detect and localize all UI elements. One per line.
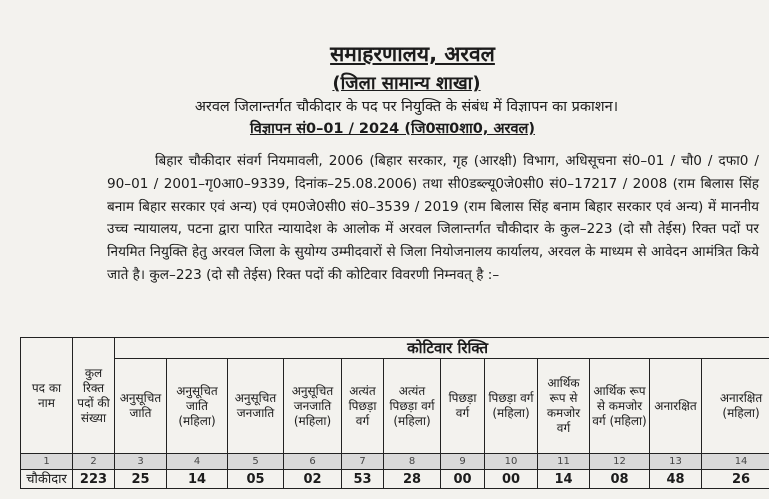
category-header: अनुसूचित जाति (महिला) (167, 359, 228, 454)
post-name: चौकीदार (21, 470, 73, 489)
column-number: 12 (590, 454, 650, 470)
branch-title: (जिला सामान्य शाखा) (332, 73, 481, 94)
vacancy-value: 00 (441, 470, 485, 489)
advertisement-number: विज्ञापन सं0–01 / 2024 (जि0सा0शा0, अरवल) (250, 121, 535, 137)
office-title: समाहरणालय, अरवल (330, 42, 495, 66)
vacancy-table (20, 337, 769, 489)
table-row (21, 470, 769, 489)
vacancy-value: 08 (590, 470, 650, 489)
category-header: अनारक्षित (650, 359, 702, 454)
column-number: 11 (538, 454, 590, 470)
notice-paragraph: बिहार चौकीदार संवर्ग नियमावली, 2006 (बिहार सरकार, गृह (आरक्षी) विभाग, अधिसूचना सं0–01 / चौ0 / दफा0 / 90–01 / 2001–गृ0आ0–9339, दिनांक–25.08.2006) तथा सी0डब्ल्यू0जे0सी0 सं0–17217 / 2008 (राम बिलास सिंह बनाम बिहार सरकार एवं अन्य) एवं एम0जे0सी0 सं0–3539 / 2019 (राम बिलास सिंह बनाम बिहार सरकार एवं अन्य) में माननीय उच्च न्यायालय, पटना द्वारा पारित न्यायादेश के आलोक में अरवल जिलान्तर्गत चौकीदार के कुल–223 (दो सौ तेईस) रिक्त पदों पर नियमित नियुक्ति हेतु अरवल जिला के सुयोग्य उम्मीदवारों से जिला नियोजनालय कार्यालय, अरवल के माध्यम से आवेदन आमंत्रित किये जाते है। कुल–223 (दो सौ तेईस) रिक्त पदों की कोटिवार विवरणी निम्नवत् है :– (107, 153, 759, 283)
vacancy-value: 25 (115, 470, 167, 489)
vacancy-value: 53 (342, 470, 384, 489)
category-header: अनुसूचित जनजाति (महिला) (284, 359, 342, 454)
vacancy-value: 28 (384, 470, 441, 489)
category-header: आर्थिक रूप से कमजोर वर्ग (538, 359, 590, 454)
category-header: अत्यंत पिछड़ा वर्ग (महिला) (384, 359, 441, 454)
total-vacancies: 223 (73, 470, 115, 489)
notice-subject: अरवल जिलान्तर्गत चौकीदार के पद पर नियुक्ति के संबंध में विज्ञापन का प्रकाशन। (194, 99, 619, 115)
header-post: पद का नाम (21, 338, 73, 454)
category-header: अनुसूचित जाति (115, 359, 167, 454)
column-number: 10 (485, 454, 538, 470)
column-number: 6 (284, 454, 342, 470)
vacancy-value: 00 (485, 470, 538, 489)
category-header: पिछड़ा वर्ग (441, 359, 485, 454)
column-number: 2 (73, 454, 115, 470)
category-header-row (21, 359, 769, 454)
category-header: पिछड़ा वर्ग (महिला) (485, 359, 538, 454)
vacancy-value: 48 (650, 470, 702, 489)
category-header: अनारक्षित (महिला) (702, 359, 769, 454)
header-total: कुल रिक्त पदों की संख्या (73, 338, 115, 454)
vacancy-value: 26 (702, 470, 769, 489)
column-number: 13 (650, 454, 702, 470)
column-number: 4 (167, 454, 228, 470)
column-number: 8 (384, 454, 441, 470)
column-number: 7 (342, 454, 384, 470)
column-number-row (21, 454, 769, 470)
vacancy-value: 14 (167, 470, 228, 489)
vacancy-value: 14 (538, 470, 590, 489)
header-group-title: कोटिवार रिक्ति (115, 338, 769, 359)
column-number: 9 (441, 454, 485, 470)
column-number: 14 (702, 454, 769, 470)
notice-body (107, 150, 759, 287)
vacancy-value: 05 (228, 470, 284, 489)
category-header: आर्थिक रूप से कमजोर वर्ग (महिला) (590, 359, 650, 454)
vacancy-value: 02 (284, 470, 342, 489)
column-number: 1 (21, 454, 73, 470)
column-number: 5 (228, 454, 284, 470)
column-number: 3 (115, 454, 167, 470)
category-header: अनुसूचित जनजाति (228, 359, 284, 454)
category-header: अत्यंत पिछड़ा वर्ग (342, 359, 384, 454)
